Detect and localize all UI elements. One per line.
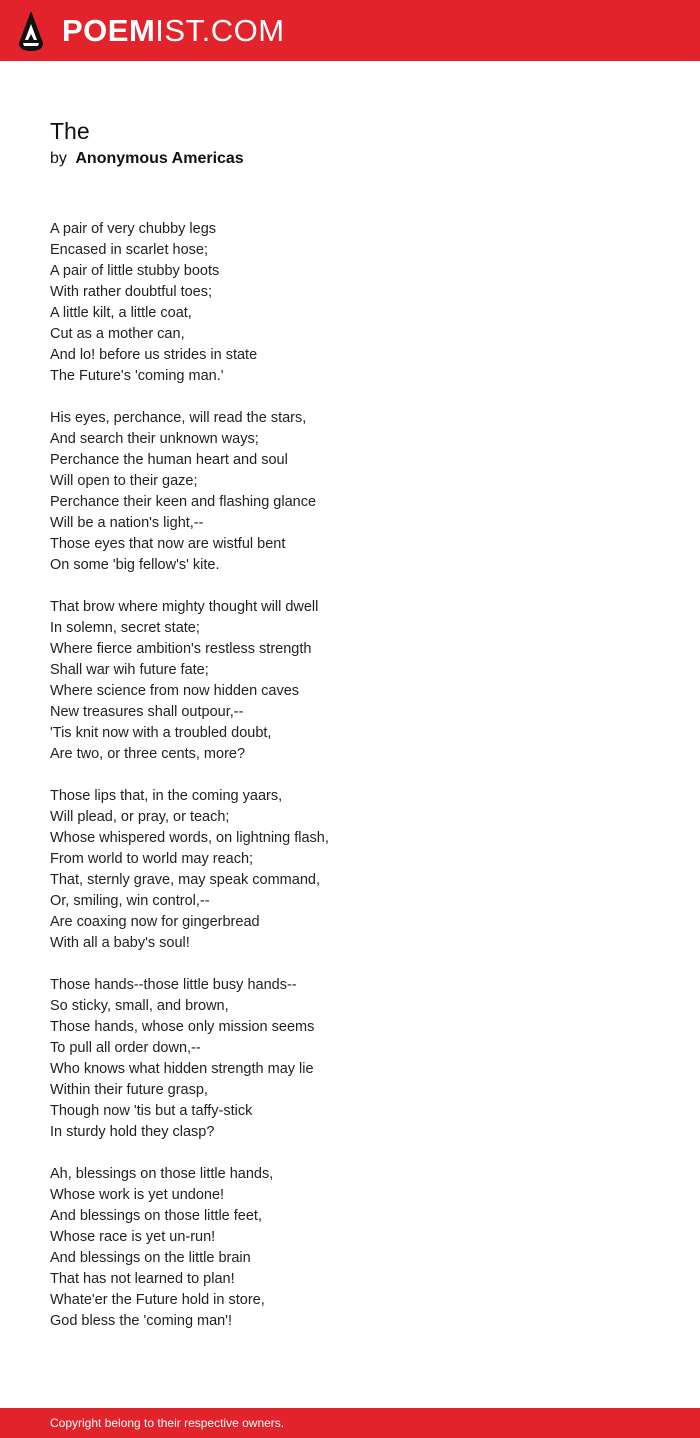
poem-line: Those hands, whose only mission seems [50, 1019, 315, 1035]
poem-line: Where science from now hidden caves [50, 683, 300, 699]
poem-line: Whose race is yet un-run! [50, 1229, 216, 1245]
site-header [0, 0, 700, 61]
poem-line: 'Tis knit now with a troubled doubt, [50, 725, 272, 741]
poem-line: A pair of very chubby legs [50, 221, 217, 237]
poem-line: Whose whispered words, on lightning flash, [50, 830, 329, 846]
poem-stanza [50, 975, 650, 1143]
poem-stanza [50, 219, 650, 387]
poem-line: And blessings on the little brain [50, 1250, 251, 1266]
poem-body [50, 219, 650, 1353]
poem-line: A little kilt, a little coat, [50, 305, 192, 321]
author-name: Anonymous Americas [75, 150, 244, 167]
site-logo[interactable] [62, 11, 285, 51]
copyright-text: Copyright belong to their respective owners. [50, 1416, 285, 1430]
logo-bold-text: POEM [62, 13, 156, 48]
poem-line: His eyes, perchance, will read the stars, [50, 410, 307, 426]
poem-line: On some 'big fellow's' kite. [50, 557, 220, 573]
poem-stanza [50, 597, 650, 765]
poem-line: Within their future grasp, [50, 1082, 208, 1098]
poem-line: With all a baby's soul! [50, 935, 190, 951]
poem-line: Perchance the human heart and soul [50, 452, 288, 468]
poem-line: Are two, or three cents, more? [50, 746, 246, 762]
poem-line: Though now 'tis but a taffy-stick [50, 1103, 253, 1119]
poem-line: In solemn, secret state; [50, 620, 200, 636]
poem-line: That has not learned to plan! [50, 1271, 235, 1287]
poem-line: That brow where mighty thought will dwell [50, 599, 319, 615]
poem-line: Those eyes that now are wistful bent [50, 536, 286, 552]
poem-line: And search their unknown ways; [50, 431, 259, 447]
poem-line: God bless the 'coming man'! [50, 1313, 233, 1329]
poem-line: And lo! before us strides in state [50, 347, 258, 363]
poem-line: From world to world may reach; [50, 851, 254, 867]
poem-stanza [50, 786, 650, 954]
by-label: by [50, 150, 67, 167]
poem-line: So sticky, small, and brown, [50, 998, 229, 1014]
poem-line: Shall war wih future fate; [50, 662, 209, 678]
poem-line: With rather doubtful toes; [50, 284, 212, 300]
byline [50, 148, 244, 170]
poem-line: Encased in scarlet hose; [50, 242, 208, 258]
poem-line: Those lips that, in the coming yaars, [50, 788, 283, 804]
poem-line: Those hands--those little busy hands-- [50, 977, 297, 993]
poem-line: In sturdy hold they clasp? [50, 1124, 215, 1140]
logo-light-text: IST.COM [155, 13, 285, 48]
poem-line: The Future's 'coming man.' [50, 368, 224, 384]
poem-line: New treasures shall outpour,-- [50, 704, 244, 720]
poem-stanza [50, 1164, 650, 1332]
poem-line: Who knows what hidden strength may lie [50, 1061, 314, 1077]
poem-line: A pair of little stubby boots [50, 263, 220, 279]
poem-line: Whose work is yet undone! [50, 1187, 225, 1203]
poem-line: That, sternly grave, may speak command, [50, 872, 320, 888]
poem-stanza [50, 408, 650, 576]
poem-line: Ah, blessings on those little hands, [50, 1166, 274, 1182]
poem-line: Whate'er the Future hold in store, [50, 1292, 265, 1308]
poem-line: Will open to their gaze; [50, 473, 198, 489]
poem-line: Or, smiling, win control,-- [50, 893, 210, 909]
poem-line: Will plead, or pray, or teach; [50, 809, 230, 825]
poem-line: Where fierce ambition's restless strength [50, 641, 312, 657]
poem-line: Perchance their keen and flashing glance [50, 494, 317, 510]
poem-line: To pull all order down,-- [50, 1040, 201, 1056]
poem-line: And blessings on those little feet, [50, 1208, 262, 1224]
pencil-tip-icon[interactable] [18, 10, 44, 52]
poem-title: The [50, 118, 90, 144]
poem-line: Cut as a mother can, [50, 326, 185, 342]
poem-line: Are coaxing now for gingerbread [50, 914, 260, 930]
poem-line: Will be a nation's light,-- [50, 515, 204, 531]
site-footer [0, 1408, 700, 1438]
